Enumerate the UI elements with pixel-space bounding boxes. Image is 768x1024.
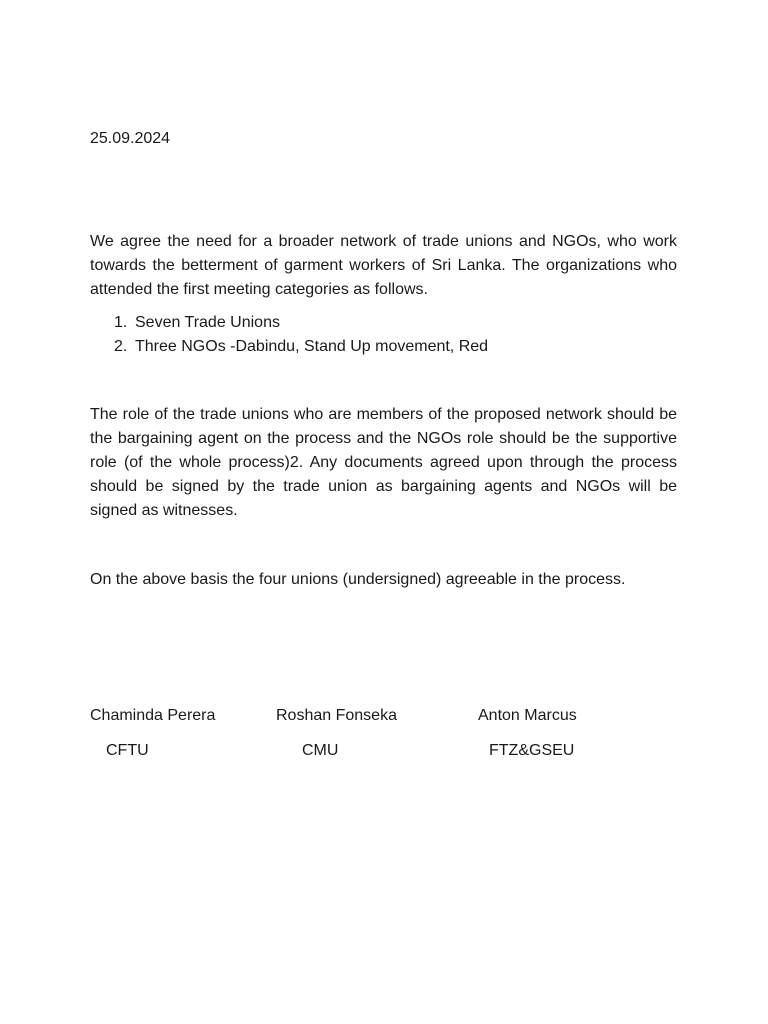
list-item-number: 1. bbox=[114, 314, 128, 331]
intro-paragraph: We agree the need for a broader network of trade unions and NGOs, who work towards the betterment of garment workers of Sri Lanka. The organizations who attended the first meeting categories as follows. bbox=[90, 233, 677, 298]
list-item bbox=[90, 311, 488, 335]
list-item bbox=[90, 335, 488, 359]
signatory-name-2: Roshan Fonseka bbox=[276, 707, 397, 724]
list-item-number: 2. bbox=[114, 338, 128, 355]
signatory-org-1: CFTU bbox=[106, 742, 149, 759]
list-item-text: Three NGOs -Dabindu, Stand Up movement, Red bbox=[135, 338, 489, 355]
list-item-text: Seven Trade Unions bbox=[135, 314, 280, 331]
role-paragraph: The role of the trade unions who are members of the proposed network should be the bargaining agent on the process and the NGOs role should be the supportive role (of the whole process)2. Any documents agreed upon through the process should be signed by the trade union as bargaining agents and NGOs will be signed as witnesses. bbox=[90, 406, 677, 519]
signatory-name-1: Chaminda Perera bbox=[90, 707, 216, 724]
signatory-org-2: CMU bbox=[302, 742, 339, 759]
signatory-name-3: Anton Marcus bbox=[478, 707, 577, 724]
document-date: 25.09.2024 bbox=[90, 130, 171, 147]
signatory-org-3: FTZ&GSEU bbox=[489, 742, 575, 759]
agreement-paragraph: On the above basis the four unions (undersigned) agreeable in the process. bbox=[90, 571, 626, 588]
organization-list bbox=[90, 311, 488, 359]
